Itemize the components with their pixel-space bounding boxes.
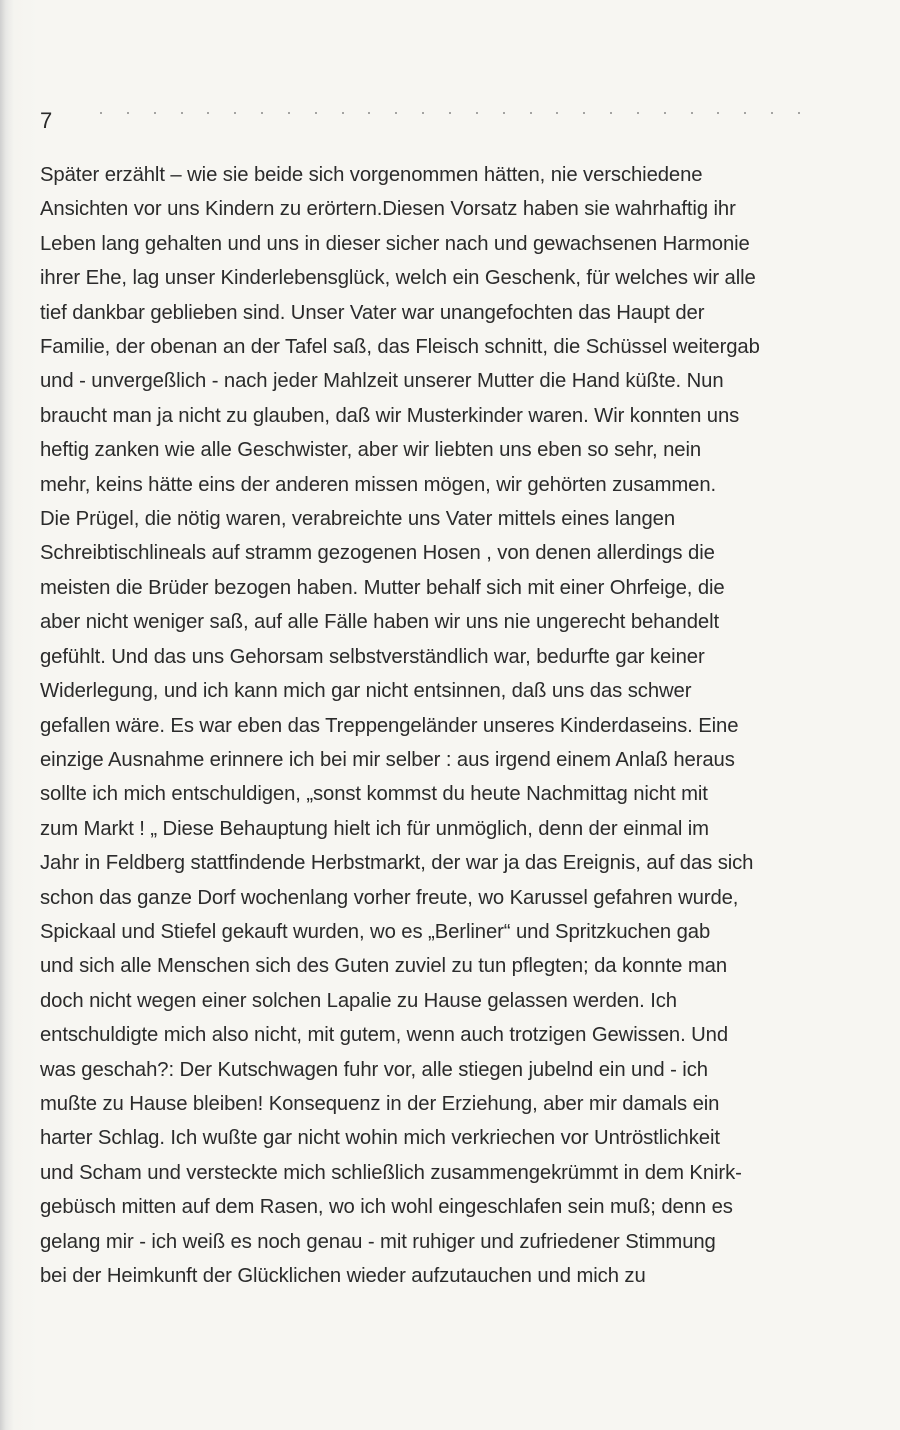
text-line: was geschah?: Der Kutschwagen fuhr vor, alle stiegen jubelnd ein und - ich — [40, 1058, 708, 1081]
text-line: tief dankbar geblieben sind. Unser Vater war unangefochten das Haupt der — [40, 301, 705, 324]
text-line: zum Markt ! „ Diese Behauptung hielt ich für unmöglich, denn der einmal im — [40, 817, 709, 840]
text-line: harter Schlag. Ich wußte gar nicht wohin mich verkriechen vor Untröstlichkeit — [40, 1127, 720, 1150]
text-line: Schreibtischlineals auf stramm gezogenen Hosen , von denen allerdings die — [40, 542, 715, 565]
text-line: mußte zu Hause bleiben! Konsequenz in der Erziehung, aber mir damals ein — [40, 1092, 720, 1115]
text-line: schon das ganze Dorf wochenlang vorher freute, wo Karussel gefahren wurde, — [40, 886, 739, 909]
text-line: Jahr in Feldberg stattfindende Herbstmarkt, der war ja das Ereignis, auf das sich — [40, 852, 754, 875]
text-line: Familie, der obenan an der Tafel saß, das Fleisch schnitt, die Schüssel weitergab — [40, 336, 760, 359]
text-line: doch nicht wegen einer solchen Lapalie zu Hause gelassen werden. Ich — [40, 989, 677, 1012]
text-line: heftig zanken wie alle Geschwister, aber wir liebten uns eben so sehr, nein — [40, 439, 702, 462]
text-line: sollte ich mich entschuldigen, „sonst kommst du heute Nachmittag nicht mit — [40, 783, 708, 806]
text-line: aber nicht weniger saß, auf alle Fälle haben wir uns nie ungerecht behandelt — [40, 611, 720, 634]
text-line: meisten die Brüder bezogen haben. Mutter behalf sich mit einer Ohrfeige, die — [40, 576, 725, 599]
text-line: bei der Heimkunft der Glücklichen wieder aufzutauchen und mich zu — [40, 1265, 646, 1287]
text-line: gelang mir - ich weiß es noch genau - mit ruhiger und zufriedener Stimmung — [40, 1230, 716, 1253]
text-line: Später erzählt – wie sie beide sich vorgenommen hätten, nie verschiedene — [40, 164, 703, 186]
text-line: Widerlegung, und ich kann mich gar nicht entsinnen, daß uns das schwer — [40, 680, 692, 703]
text-line: Spickaal und Stiefel gekauft wurden, wo es „Berliner“ und Spritzkuchen gab — [40, 920, 711, 943]
header-dotted-rule — [100, 112, 800, 116]
text-line: mehr, keins hätte eins der anderen missen mögen, wir gehörten zusammen. — [40, 473, 717, 496]
page-number: 7 — [40, 108, 53, 133]
text-line: gefühlt. Und das uns Gehorsam selbstverständlich war, bedurfte gar keiner — [40, 645, 705, 668]
text-line: und Scham und versteckte mich schließlich zusammengekrümmt in dem Knirk- — [40, 1161, 742, 1184]
text-line: und - unvergeßlich - nach jeder Mahlzeit unserer Mutter die Hand küßte. Nun — [40, 370, 724, 393]
text-line: braucht man ja nicht zu glauben, daß wir Musterkinder waren. Wir konnten uns — [40, 404, 740, 427]
text-line: einzige Ausnahme erinnere ich bei mir selber : aus irgend einem Anlaß heraus — [40, 748, 735, 771]
text-line: Leben lang gehalten und uns in dieser sicher nach und gewachsenen Harmonie — [40, 232, 750, 255]
text-line: und sich alle Menschen sich des Guten zuviel zu tun pflegten; da konnte man — [40, 955, 727, 978]
text-line: ihrer Ehe, lag unser Kinderlebensglück, welch ein Geschenk, für welches wir alle — [40, 267, 756, 290]
text-line: Die Prügel, die nötig waren, verabreichte uns Vater mittels eines langen — [40, 508, 676, 531]
text-line: gebüsch mitten auf dem Rasen, wo ich wohl eingeschlafen sein muß; denn es — [40, 1196, 733, 1219]
text-line: entschuldigte mich also nicht, mit gutem, wenn auch trotzigen Gewissen. Und — [40, 1024, 729, 1047]
text-line: gefallen wäre. Es war eben das Treppengeländer unseres Kinderdaseins. Eine — [40, 714, 739, 737]
text-line: Ansichten vor uns Kindern zu erörtern.Diesen Vorsatz haben sie wahrhaftig ihr — [40, 198, 736, 221]
body-text — [40, 158, 860, 1293]
